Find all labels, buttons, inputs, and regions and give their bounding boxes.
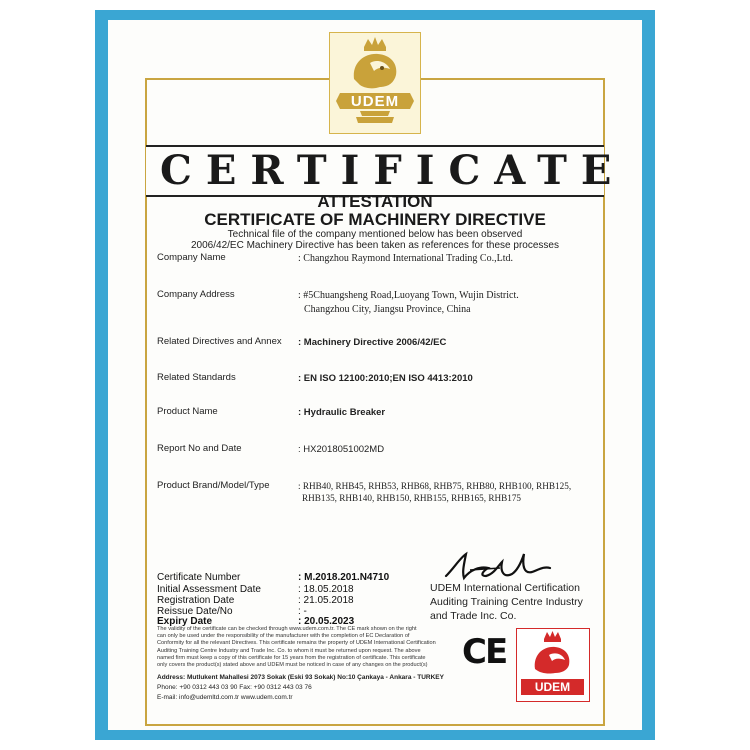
brand-model-label: Product Brand/Model/Type bbox=[157, 480, 270, 491]
directive-heading: CERTIFICATE OF MACHINERY DIRECTIVE bbox=[204, 210, 546, 229]
product-name-value: : Hydraulic Breaker bbox=[298, 407, 386, 418]
fine-print-line: can only be used under the responsibility of the manufacturer with the completion of EC Declaration of bbox=[157, 633, 410, 640]
certificate-number-value: : M.2018.201.N4710 bbox=[298, 572, 390, 583]
expiry-date-label: Expiry Date bbox=[157, 616, 213, 627]
fine-print bbox=[157, 626, 469, 669]
udem-bottom-logo-text: UDEM bbox=[521, 679, 584, 695]
registration-date-value: : 21.05.2018 bbox=[298, 595, 354, 606]
report-value: : HX2018051002MD bbox=[298, 444, 385, 455]
company-address-label: Company Address bbox=[157, 289, 235, 300]
fine-print-line: The validity of the certificate can be checked through www.udem.com.tr. The CE mark shown on the right bbox=[157, 626, 417, 632]
certificate-title: CERTIFICATE bbox=[160, 147, 626, 194]
initial-assessment-value: : 18.05.2018 bbox=[298, 584, 354, 595]
contact-address: Address: Mutlukent Mahallesi 2073 Sokak (Eski 93 Sokak) No:10 Çankaya - Ankara - TURKEY bbox=[157, 674, 444, 681]
reissue-label: Reissue Date/No bbox=[157, 606, 233, 617]
udem-bottom-logo bbox=[516, 628, 590, 702]
certificate-number-label: Certificate Number bbox=[157, 572, 241, 583]
signature-icon bbox=[440, 548, 560, 584]
udem-top-logo bbox=[329, 32, 421, 134]
brand-model-value-1: : RHB40, RHB45, RHB53, RHB68, RHB75, RHB80, RHB100, RHB125, bbox=[298, 481, 572, 491]
report-label: Report No and Date bbox=[157, 443, 242, 454]
company-name-value: : Changzhou Raymond International Trading Co.,Ltd. bbox=[298, 253, 513, 264]
company-address-value-2: Changzhou City, Jiangsu Province, China bbox=[304, 304, 471, 315]
brand-model-value-2: RHB135, RHB140, RHB150, RHB155, RHB165, RHB175 bbox=[302, 493, 522, 503]
fine-print-line: Auditing Training Centre Industry and Trade Inc. Co. to whom it must be returned upon request. The above bbox=[157, 647, 421, 654]
reissue-value: : - bbox=[298, 606, 307, 617]
directives-value: : Machinery Directive 2006/42/EC bbox=[298, 337, 447, 348]
initial-assessment-label: Initial Assessment Date bbox=[157, 584, 261, 595]
contact-phone: Phone: +90 0312 443 03 90 Fax: +90 0312 443 03 76 bbox=[157, 684, 312, 691]
directives-label: Related Directives and Annex bbox=[157, 336, 282, 347]
organization-line-1: UDEM International Certification bbox=[430, 582, 580, 594]
lion-crown-icon bbox=[330, 33, 420, 133]
fine-print-line: named firm must keep a copy of this certificate for 15 years from the registration of certificate. This certificate bbox=[157, 654, 426, 661]
contact-email: E-mail: info@udemltd.com.tr www.udem.com.tr bbox=[157, 694, 293, 701]
intro-line-2: 2006/42/EC Machinery Directive has been taken as references for these processes bbox=[191, 240, 559, 251]
organization-line-2: Auditing Training Centre Industry bbox=[430, 596, 583, 608]
registration-date-label: Registration Date bbox=[157, 595, 235, 606]
certificate-title-box bbox=[146, 145, 626, 197]
organization-line-3: and Trade Inc. Co. bbox=[430, 610, 517, 622]
ce-mark bbox=[462, 632, 512, 672]
company-address-value-1: : #5Chuangsheng Road,Luoyang Town, Wujin District. bbox=[298, 290, 519, 301]
attestation-heading: ATTESTATION bbox=[317, 192, 433, 211]
standards-label: Related Standards bbox=[157, 372, 236, 383]
fine-print-line: only covers the product(s) stated above and UDEM must be noticed in case of any changes on the product(s) bbox=[157, 662, 428, 669]
ce-mark-text: CE bbox=[462, 632, 507, 672]
expiry-date-value: : 20.05.2023 bbox=[298, 616, 355, 627]
lion-crown-icon bbox=[517, 629, 588, 679]
standards-value: : EN ISO 12100:2010;EN ISO 4413:2010 bbox=[298, 373, 473, 384]
company-name-label: Company Name bbox=[157, 252, 226, 263]
udem-top-logo-text: UDEM bbox=[350, 93, 400, 110]
product-name-label: Product Name bbox=[157, 406, 218, 417]
intro-line-1: Technical file of the company mentioned below has been observed bbox=[227, 229, 523, 240]
fine-print-line: Conformity for all the relevant Directives. This certificate remains the property of UDEM International Certification bbox=[157, 640, 436, 647]
